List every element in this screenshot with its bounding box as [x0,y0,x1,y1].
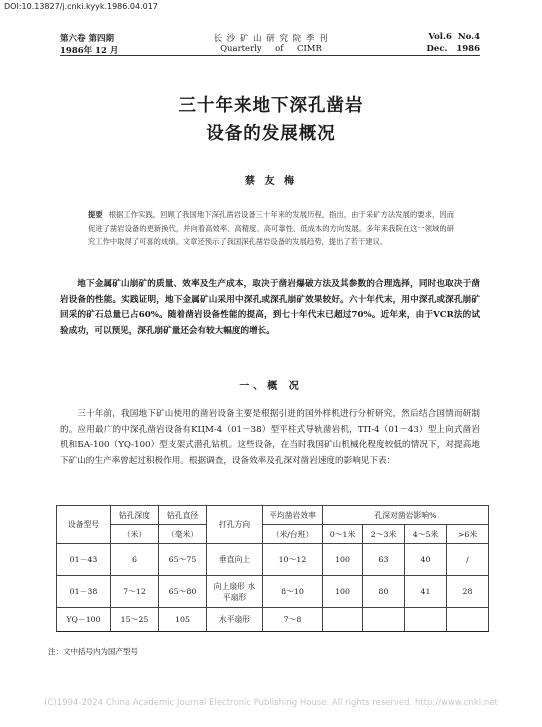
cell-influence: 40 [405,544,447,576]
cell-direction: 水平扇形 [207,608,263,632]
table-row [57,608,489,632]
cell-influence [363,608,405,632]
cell-model: 01－43 [57,544,111,576]
cell-model: 01－38 [57,576,111,608]
table-header-depth: 钻孔深度 [111,506,159,525]
table-subheader: 0～1米 [323,525,363,544]
table-header-efficiency: 平均凿岩效率 [263,506,323,525]
cell-influence [323,608,363,632]
cell-efficiency: 8～10 [263,576,323,608]
cell-influence: 41 [405,576,447,608]
title-line-2: 设备的发展概况 [206,124,336,144]
table-header-influence: 孔深对凿岩影响% [323,506,489,525]
cell-influence: 100 [323,576,363,608]
cell-efficiency: 10～12 [263,544,323,576]
section-heading: 一、概 况 [239,381,303,392]
cell-direction: 向上扇形 水平扇形 [207,576,263,608]
copyright-footer: (C)1994-2024 China Academic Journal Electronic Publishing House. All rights reserved. http://www.cnki.net [44,698,498,708]
table-header-model: 设备型号 [57,506,111,544]
cell-depth: 15～25 [111,608,159,632]
cell-diam: 65～80 [159,576,207,608]
header-date-en: Dec. 1986 [426,44,480,54]
table-subheader: 4～5米 [405,525,447,544]
abstract [88,208,454,249]
table-note: 注：文中括号内为国产型号 [48,647,138,656]
cell-diam: 65～75 [159,544,207,576]
data-table [56,505,489,632]
table-subheader: >6米 [447,525,489,544]
cell-influence: 80 [363,576,405,608]
abstract-text: 根据工作实践，回顾了我国地下深孔凿岩设备三十年来的发展历程，指出，由于采矿方法发展的要求，因而促进了凿岩设备的更新换代，并向着高效率、高精度、高可靠性、低成本的方向发展。多年来我院在这一领域的研究工作中取得了可喜的成绩。文章还预示了我国深孔凿岩设备的发展趋势，提出了若干建议。 [88,210,455,247]
header-rule [60,55,480,56]
cell-efficiency: 7～8 [263,608,323,632]
table-header-direction: 打孔方向 [207,506,263,544]
cell-depth: 6 [111,544,159,576]
body-paragraph: 三十年前，我国地下矿山使用的凿岩设备主要是根据引进的国外样机进行分析研究，然后结合国情而研制的。应用最广的中深孔凿岩设备有KЦМ-4（01－38）型平柱式导轨凿岩机，ТП-4（01－43）型上向式凿岩机和БА-100（YQ-100）型支架式潜孔钻机。这些设备，在当时我国矿山机械化程度较低的情况下，对提高地下矿山的生产率曾起过积极作用。根据调查，设备效率及孔深对凿岩速度的影响见下表： [60,409,480,466]
table-row [57,576,489,608]
cell-influence: 63 [363,544,405,576]
cell-model: YQ－100 [57,608,111,632]
header-journal-en: Quarterly of CIMR [220,44,322,54]
cell-influence: / [447,544,489,576]
header-volume-cn: 第六卷 第四期 [60,34,114,44]
cell-depth: 7～12 [111,576,159,608]
cell-influence [447,608,489,632]
cell-diam: 105 [159,608,207,632]
cell-influence: 28 [447,576,489,608]
table-subheader: 2～3米 [363,525,405,544]
cell-direction: 垂直向上 [207,544,263,576]
intro-paragraph: 地下金属矿山崩矿的质量、效率及生产成本，取决于凿岩爆破方法及其参数的合理选择，同时也取决于凿岩设备的性能。实践证明，地下金属矿山采用中深孔或深孔崩矿效果较好。六十年代末，用中深孔或深孔崩矿回采的矿石总量已占60%。随着凿岩设备性能的提高，到七十年代末已超过70%。近年来，由于VCR法的试验成功，可以预见，深孔崩矿量还会有较大幅度的增长。 [60,279,480,336]
title-line-1: 三十年来地下深孔凿岩 [178,96,364,116]
header-volume-en: Vol.6 No.4 [428,32,480,42]
doi-text: DOI:10.13827/j.cnki.kyyk.1986.04.017 [4,2,158,11]
author: 蔡 友 梅 [245,176,297,187]
table-header-diam-unit: （毫米） [159,525,207,544]
cell-influence: 100 [323,544,363,576]
table-row [57,544,489,576]
table-header-diam: 钻孔直径 [159,506,207,525]
table-header-efficiency-unit: （米/台班） [263,525,323,544]
cell-influence [405,608,447,632]
table-header-depth-unit: （米） [111,525,159,544]
header-journal-cn: 长 沙 矿 山 研 究 院 季 刊 [213,34,329,44]
header-date-cn: 1986年 12 月 [60,46,119,56]
abstract-label: 提要 [88,210,103,219]
